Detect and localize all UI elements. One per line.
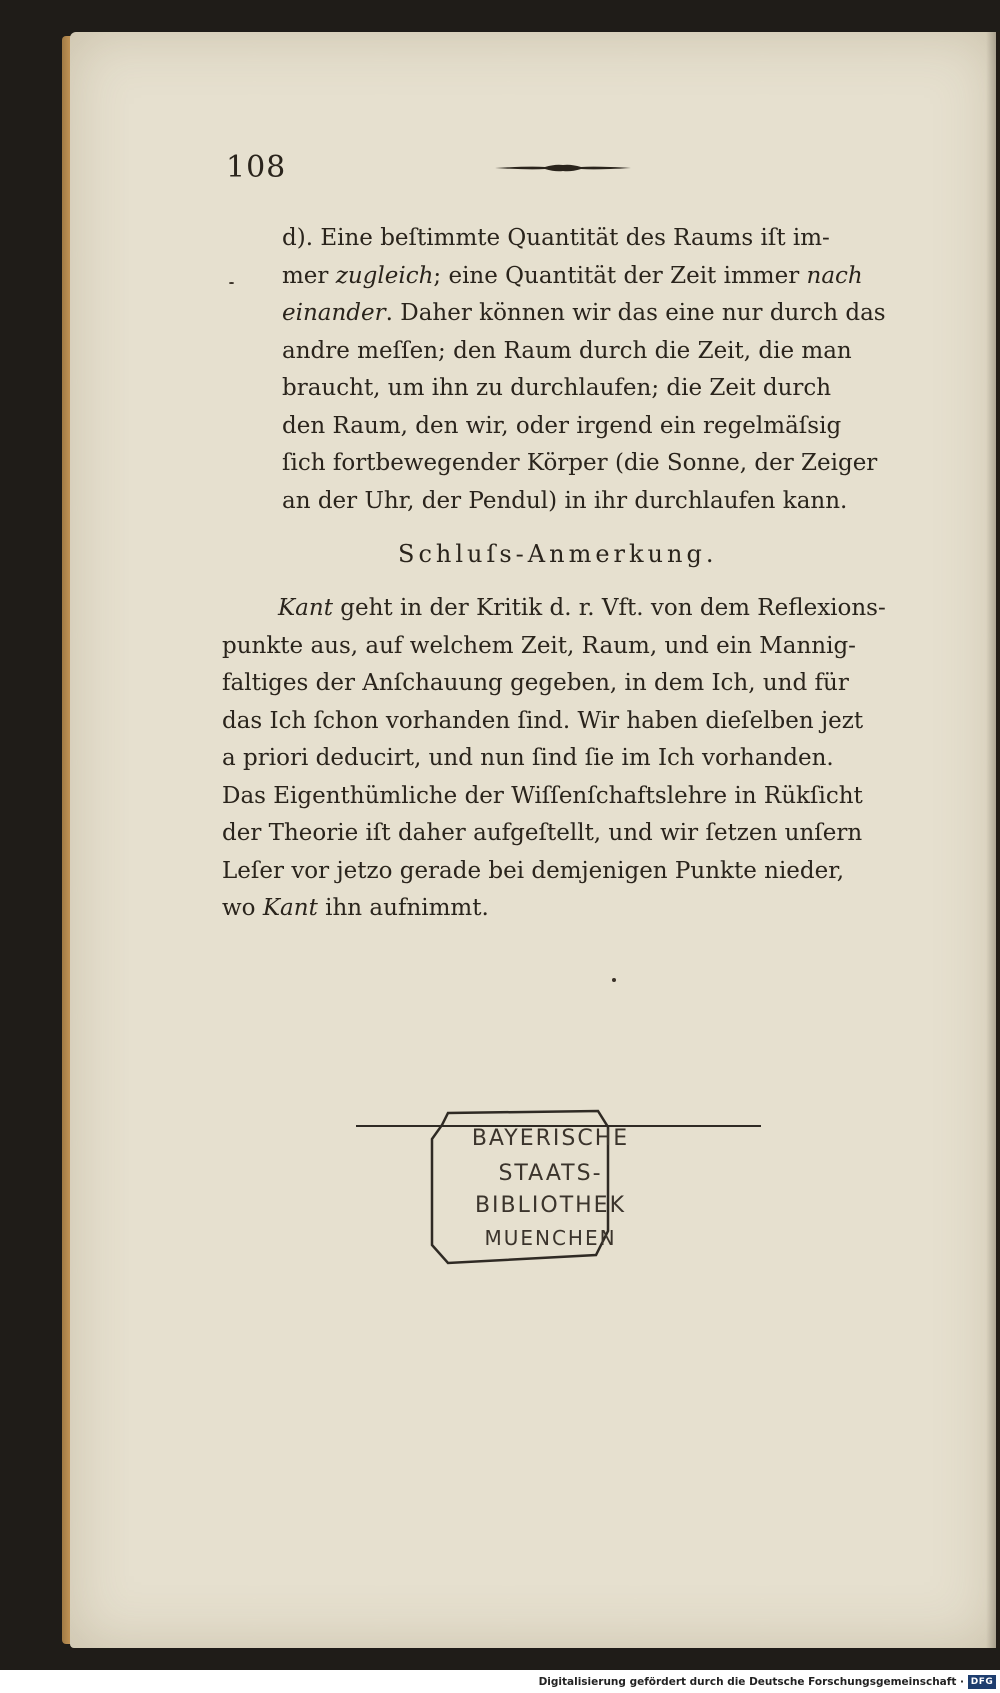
header-ornament xyxy=(495,164,631,172)
text-span: wo xyxy=(222,895,263,921)
text-line: d). Eine beſtimmte Quantität des Raums iſt im- xyxy=(282,225,830,251)
stamp-line: STAATS- xyxy=(498,1161,603,1186)
text-line: Das Eigenthümliche der Wiſſenſchaftslehre in Rükſicht xyxy=(222,782,863,809)
page-number: 108 xyxy=(226,150,287,185)
text-line xyxy=(282,295,912,333)
text-span: geht in der Kritik d. r. Vft. von dem Reflexions- xyxy=(332,595,886,621)
italic-span: zugleich xyxy=(335,262,434,289)
text-line: den Raum, den wir, oder irgend ein regelmäſsig xyxy=(282,412,842,439)
stamp-line: BIBLIOTHEK xyxy=(474,1193,627,1218)
funding-note: Digitalisierung gefördert durch die Deutsche Forschungsgemeinschaft · xyxy=(538,1676,964,1688)
paragraph-d xyxy=(282,220,912,520)
paragraph-remark xyxy=(222,590,912,928)
section-heading: Schluſs-Anmerkung. xyxy=(398,540,718,568)
italic-span: einander xyxy=(282,300,386,326)
paper-speck xyxy=(612,978,616,982)
text-line: Leſer vor jetzo gerade bei demjenigen Punkte nieder, xyxy=(222,857,845,884)
text-line: der Theorie iſt daher aufgeſtellt, und wir ſetzen unſern xyxy=(222,820,863,846)
text-line: ſich fortbewegender Körper (die Sonne, der Zeiger xyxy=(282,450,878,476)
text-line: an der Uhr, der Pendul) in ihr durchlaufen kann. xyxy=(282,487,848,514)
dfg-logo: DFG xyxy=(968,1675,996,1689)
italic-span: Kant xyxy=(278,595,333,621)
text-line: braucht, um ihn zu durchlaufen; die Zeit durch xyxy=(282,375,832,401)
text-line: das Ich ſchon vorhanden ſind. Wir haben dieſelben jezt xyxy=(222,707,864,734)
text-span: ; eine Quantität der Zeit immer xyxy=(433,262,807,289)
text-line xyxy=(282,258,912,296)
text-line: faltiges der Anſchauung gegeben, in dem Ich, und für xyxy=(222,670,849,696)
text-line: andre meſſen; den Raum durch die Zeit, die man xyxy=(282,337,852,364)
italic-span: nach xyxy=(806,262,863,289)
text-span: mer xyxy=(282,262,336,289)
text-span: ihn aufnimmt. xyxy=(317,895,489,921)
text-line: punkte aus, auf welchem Zeit, Raum, und ein Mannig- xyxy=(222,632,856,659)
paper-speck xyxy=(229,282,234,284)
text-line: a priori deducirt, und nun ſind ſie im Ich vorhanden. xyxy=(222,745,834,771)
footer xyxy=(0,1672,1000,1693)
text-line xyxy=(222,590,912,628)
page-shadow xyxy=(986,32,1000,1648)
text-line xyxy=(222,890,912,928)
stamp-line: MUENCHEN xyxy=(484,1226,617,1250)
stamp-line: BAYERISCHE xyxy=(471,1126,630,1151)
text-span: . Daher können wir das eine nur durch das xyxy=(385,300,886,326)
italic-span: Kant xyxy=(262,895,318,921)
